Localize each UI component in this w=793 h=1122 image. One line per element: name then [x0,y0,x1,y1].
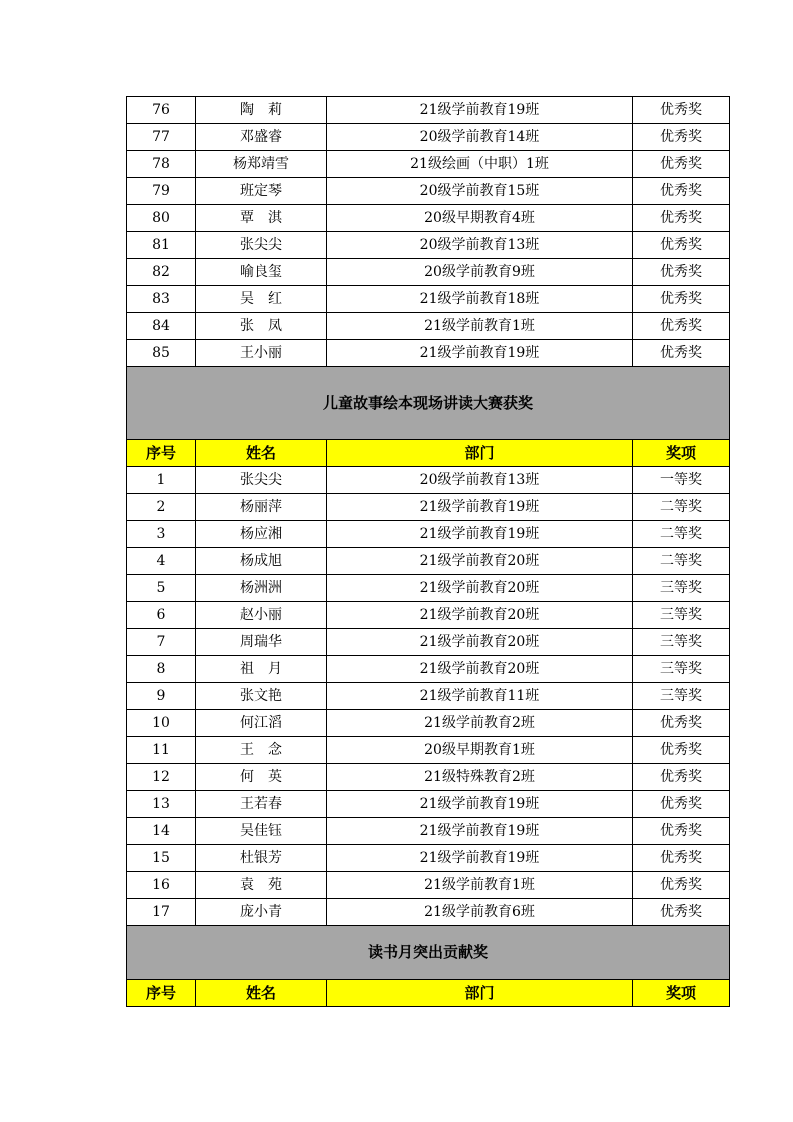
cell-no: 81 [127,232,196,259]
cell-dept: 20级学前教育9班 [327,259,633,286]
cell-name: 何 英 [196,764,327,791]
cell-dept: 21级学前教育19班 [327,494,633,521]
cell-award: 三等奖 [633,602,730,629]
cell-no: 6 [127,602,196,629]
cell-no: 84 [127,313,196,340]
section2-heading [127,926,730,1007]
cell-award: 三等奖 [633,629,730,656]
header-name: 姓名 [196,440,327,467]
cell-dept: 20级早期教育4班 [327,205,633,232]
cell-no: 85 [127,340,196,367]
cell-no: 8 [127,656,196,683]
cell-name: 喻良玺 [196,259,327,286]
cell-no: 77 [127,124,196,151]
cell-dept: 21级学前教育11班 [327,683,633,710]
section0-body [127,97,730,367]
cell-no: 79 [127,178,196,205]
cell-no: 15 [127,845,196,872]
section-title-row [127,926,730,980]
cell-dept: 21级学前教育19班 [327,340,633,367]
cell-dept: 21级学前教育6班 [327,899,633,926]
cell-no: 13 [127,791,196,818]
cell-name: 张文艳 [196,683,327,710]
cell-no: 10 [127,710,196,737]
cell-name: 庞小青 [196,899,327,926]
cell-dept: 21级学前教育19班 [327,845,633,872]
cell-name: 王 念 [196,737,327,764]
cell-award: 优秀奖 [633,845,730,872]
table-row [127,575,730,602]
cell-dept: 21级学前教育20班 [327,629,633,656]
cell-dept: 21级学前教育19班 [327,818,633,845]
cell-award: 优秀奖 [633,710,730,737]
cell-name: 张尖尖 [196,232,327,259]
cell-dept: 20级学前教育15班 [327,178,633,205]
cell-name: 邓盛睿 [196,124,327,151]
table-row [127,845,730,872]
table-header-row [127,440,730,467]
cell-name: 陶 莉 [196,97,327,124]
cell-no: 17 [127,899,196,926]
header-no: 序号 [127,980,196,1007]
cell-no: 82 [127,259,196,286]
table-header-row [127,980,730,1007]
cell-name: 王小丽 [196,340,327,367]
cell-name: 杨郑靖雪 [196,151,327,178]
cell-no: 3 [127,521,196,548]
cell-no: 83 [127,286,196,313]
section1-body [127,467,730,926]
table-row [127,791,730,818]
cell-name: 杨丽萍 [196,494,327,521]
table-row [127,494,730,521]
cell-no: 1 [127,467,196,494]
cell-name: 张尖尖 [196,467,327,494]
header-award: 奖项 [633,440,730,467]
cell-dept: 21级学前教育20班 [327,656,633,683]
cell-award: 优秀奖 [633,791,730,818]
cell-name: 赵小丽 [196,602,327,629]
cell-award: 优秀奖 [633,97,730,124]
cell-name: 杨应湘 [196,521,327,548]
cell-award: 优秀奖 [633,205,730,232]
cell-dept: 21级学前教育20班 [327,575,633,602]
header-no: 序号 [127,440,196,467]
cell-name: 祖 月 [196,656,327,683]
table-row [127,467,730,494]
cell-award: 二等奖 [633,548,730,575]
table-row [127,124,730,151]
cell-award: 三等奖 [633,575,730,602]
cell-no: 76 [127,97,196,124]
cell-dept: 21级学前教育18班 [327,286,633,313]
cell-no: 7 [127,629,196,656]
table-row [127,178,730,205]
table-row [127,656,730,683]
table-row [127,232,730,259]
cell-name: 王若春 [196,791,327,818]
table-row [127,286,730,313]
cell-no: 16 [127,872,196,899]
cell-dept: 21级学前教育1班 [327,872,633,899]
table-row [127,737,730,764]
cell-no: 2 [127,494,196,521]
cell-dept: 21级学前教育19班 [327,791,633,818]
cell-no: 12 [127,764,196,791]
cell-award: 优秀奖 [633,737,730,764]
table-row [127,683,730,710]
cell-name: 周瑞华 [196,629,327,656]
table-row [127,629,730,656]
cell-name: 吴 红 [196,286,327,313]
table-row [127,818,730,845]
cell-dept: 20级早期教育1班 [327,737,633,764]
header-award: 奖项 [633,980,730,1007]
cell-dept: 21级特殊教育2班 [327,764,633,791]
cell-name: 杨洲洲 [196,575,327,602]
header-dept: 部门 [327,980,633,1007]
cell-dept: 21级学前教育20班 [327,548,633,575]
section-title: 读书月突出贡献奖 [127,926,730,980]
cell-dept: 21级学前教育20班 [327,602,633,629]
header-dept: 部门 [327,440,633,467]
cell-no: 9 [127,683,196,710]
awards-table [126,96,730,1007]
table-row [127,313,730,340]
cell-dept: 21级学前教育1班 [327,313,633,340]
cell-award: 优秀奖 [633,124,730,151]
cell-award: 优秀奖 [633,872,730,899]
cell-award: 优秀奖 [633,899,730,926]
table-row [127,151,730,178]
cell-dept: 20级学前教育13班 [327,467,633,494]
cell-award: 一等奖 [633,467,730,494]
cell-name: 何江滔 [196,710,327,737]
cell-no: 5 [127,575,196,602]
cell-dept: 21级学前教育19班 [327,521,633,548]
cell-award: 优秀奖 [633,178,730,205]
table-row [127,764,730,791]
cell-award: 优秀奖 [633,313,730,340]
cell-dept: 21级学前教育2班 [327,710,633,737]
header-name: 姓名 [196,980,327,1007]
table-row [127,710,730,737]
cell-award: 优秀奖 [633,340,730,367]
cell-no: 80 [127,205,196,232]
table-row [127,205,730,232]
cell-award: 优秀奖 [633,764,730,791]
cell-no: 11 [127,737,196,764]
table-row [127,872,730,899]
table-row [127,97,730,124]
cell-award: 优秀奖 [633,151,730,178]
cell-name: 吴佳钰 [196,818,327,845]
cell-award: 优秀奖 [633,259,730,286]
cell-no: 78 [127,151,196,178]
cell-no: 14 [127,818,196,845]
table-row [127,899,730,926]
section-title: 儿童故事绘本现场讲读大赛获奖 [127,367,730,440]
cell-no: 4 [127,548,196,575]
cell-name: 班定琴 [196,178,327,205]
cell-dept: 20级学前教育13班 [327,232,633,259]
cell-name: 袁 苑 [196,872,327,899]
cell-name: 覃 淇 [196,205,327,232]
cell-award: 三等奖 [633,683,730,710]
cell-name: 杜银芳 [196,845,327,872]
cell-dept: 21级绘画（中职）1班 [327,151,633,178]
cell-name: 杨成旭 [196,548,327,575]
cell-name: 张 凤 [196,313,327,340]
cell-dept: 21级学前教育19班 [327,97,633,124]
cell-award: 优秀奖 [633,232,730,259]
table-row [127,259,730,286]
cell-dept: 20级学前教育14班 [327,124,633,151]
cell-award: 三等奖 [633,656,730,683]
table-row [127,521,730,548]
section-title-row [127,367,730,440]
table-row [127,602,730,629]
table-row [127,548,730,575]
cell-award: 优秀奖 [633,286,730,313]
cell-award: 二等奖 [633,521,730,548]
cell-award: 二等奖 [633,494,730,521]
table-row [127,340,730,367]
cell-award: 优秀奖 [633,818,730,845]
section1-heading [127,367,730,467]
